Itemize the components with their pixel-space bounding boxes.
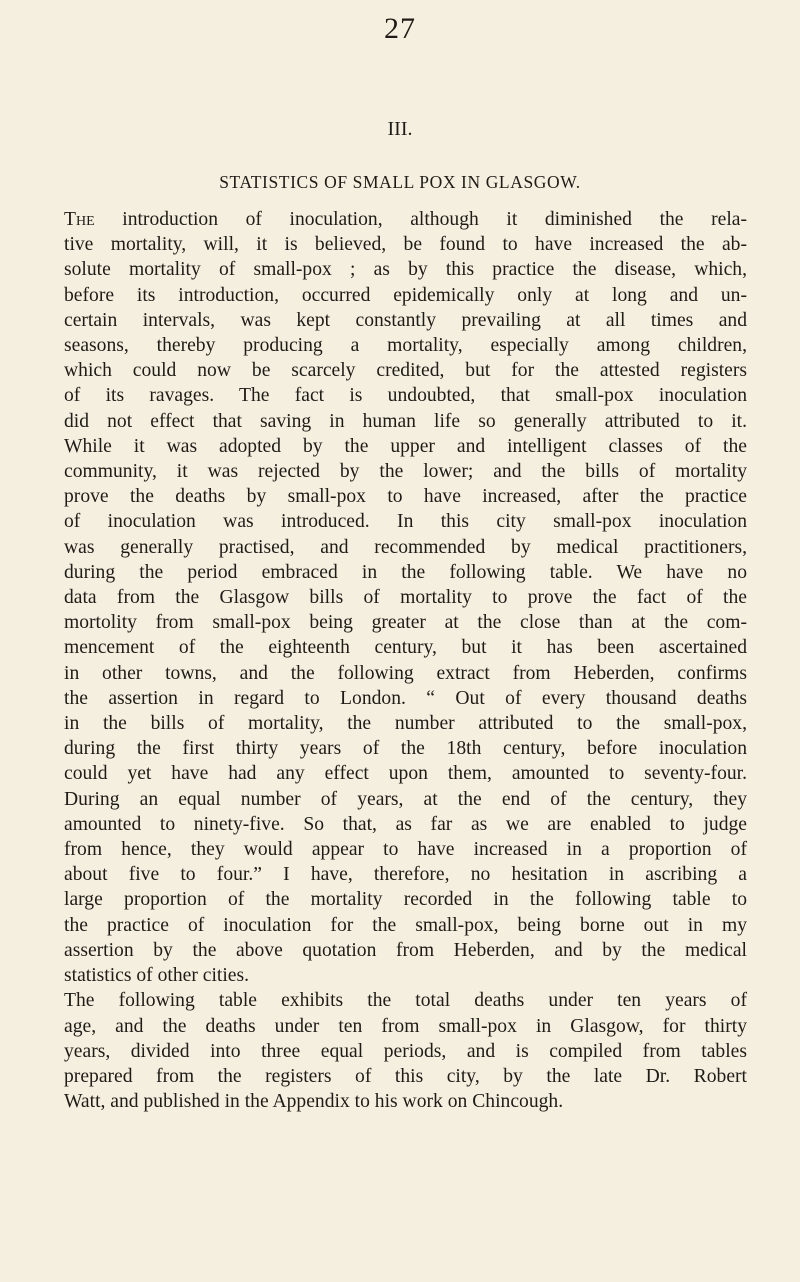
text-line: of its ravages. The fact is undoubted, that small-pox inoculation: [64, 385, 747, 407]
text-line: statistics of other cities.: [64, 965, 250, 987]
text-line: could yet have had any effect upon them, amounted to seventy-four.: [64, 763, 747, 785]
text-line: mortolity from small-pox being greater at the close than at the com-: [64, 612, 747, 634]
text-line: data from the Glasgow bills of mortality to prove the fact of the: [64, 587, 747, 609]
text-line: the assertion in regard to London. “ Out of every thousand deaths: [64, 687, 747, 709]
text-line: prove the deaths by small-pox to have increased, after the practice: [64, 486, 747, 508]
text-line: from hence, they would appear to have increased in a proportion of: [64, 839, 747, 861]
lead-word: The: [64, 209, 95, 230]
text-line: of inoculation was introduced. In this city small-pox inoculation: [64, 511, 747, 533]
text-line: years, divided into three equal periods, and is compiled from tables: [64, 1040, 747, 1062]
text-line: amounted to ninety-five. So that, as far as we are enabled to judge: [64, 813, 747, 835]
paragraph-2: [64, 988, 747, 1114]
text-line: in the bills of mortality, the number attributed to the small-pox,: [64, 713, 747, 735]
text-line: solute mortality of small-pox ; as by this practice the disease, which,: [64, 259, 747, 281]
section-title: STATISTICS OF SMALL POX IN GLASGOW.: [219, 172, 581, 192]
text-line: before its introduction, occurred epidemically only at long and un-: [64, 284, 747, 306]
body-text: [64, 207, 747, 1114]
text-line: was generally practised, and recommended by medical practitioners,: [64, 536, 747, 558]
text-line: assertion by the above quotation from Heberden, and by the medical: [64, 939, 747, 961]
text-line: in other towns, and the following extract from Heberden, confirms: [64, 662, 747, 684]
text-line: The following table exhibits the total deaths under ten years of: [64, 990, 747, 1012]
text-line: tive mortality, will, it is believed, be found to have increased the ab-: [64, 234, 747, 256]
section-numeral: III.: [387, 118, 413, 140]
text-line: the practice of inoculation for the small-pox, being borne out in my: [64, 914, 747, 936]
text-line: prepared from the registers of this city, by the late Dr. Robert: [64, 1065, 747, 1087]
page-number: 27: [384, 12, 416, 45]
text-line: While it was adopted by the upper and intelligent classes of the: [64, 435, 747, 457]
text-line: large proportion of the mortality recorded in the following table to: [64, 889, 747, 911]
text-line: did not effect that saving in human life so generally attributed to it.: [64, 410, 747, 432]
text-line: age, and the deaths under ten from small-pox in Glasgow, for thirty: [64, 1015, 747, 1037]
text-line: During an equal number of years, at the end of the century, they: [64, 788, 747, 810]
text-line: during the period embraced in the following table. We have no: [64, 561, 747, 583]
text-line: community, it was rejected by the lower; and the bills of mortality: [64, 461, 747, 483]
paragraph-1: [64, 207, 747, 988]
text-line: during the first thirty years of the 18th century, before inoculation: [64, 738, 747, 760]
text-line: The introduction of inoculation, although it diminished the rela-: [64, 209, 747, 230]
text-line: certain intervals, was kept constantly prevailing at all times and: [64, 309, 747, 331]
text-line: Watt, and published in the Appendix to his work on Chincough.: [64, 1091, 564, 1113]
text-line: seasons, thereby producing a mortality, especially among children,: [64, 335, 747, 357]
text-line: mencement of the eighteenth century, but it has been ascertained: [64, 637, 747, 659]
text-line: which could now be scarcely credited, but for the attested registers: [64, 360, 747, 382]
text-line: about five to four.” I have, therefore, no hesitation in ascribing a: [64, 864, 747, 886]
